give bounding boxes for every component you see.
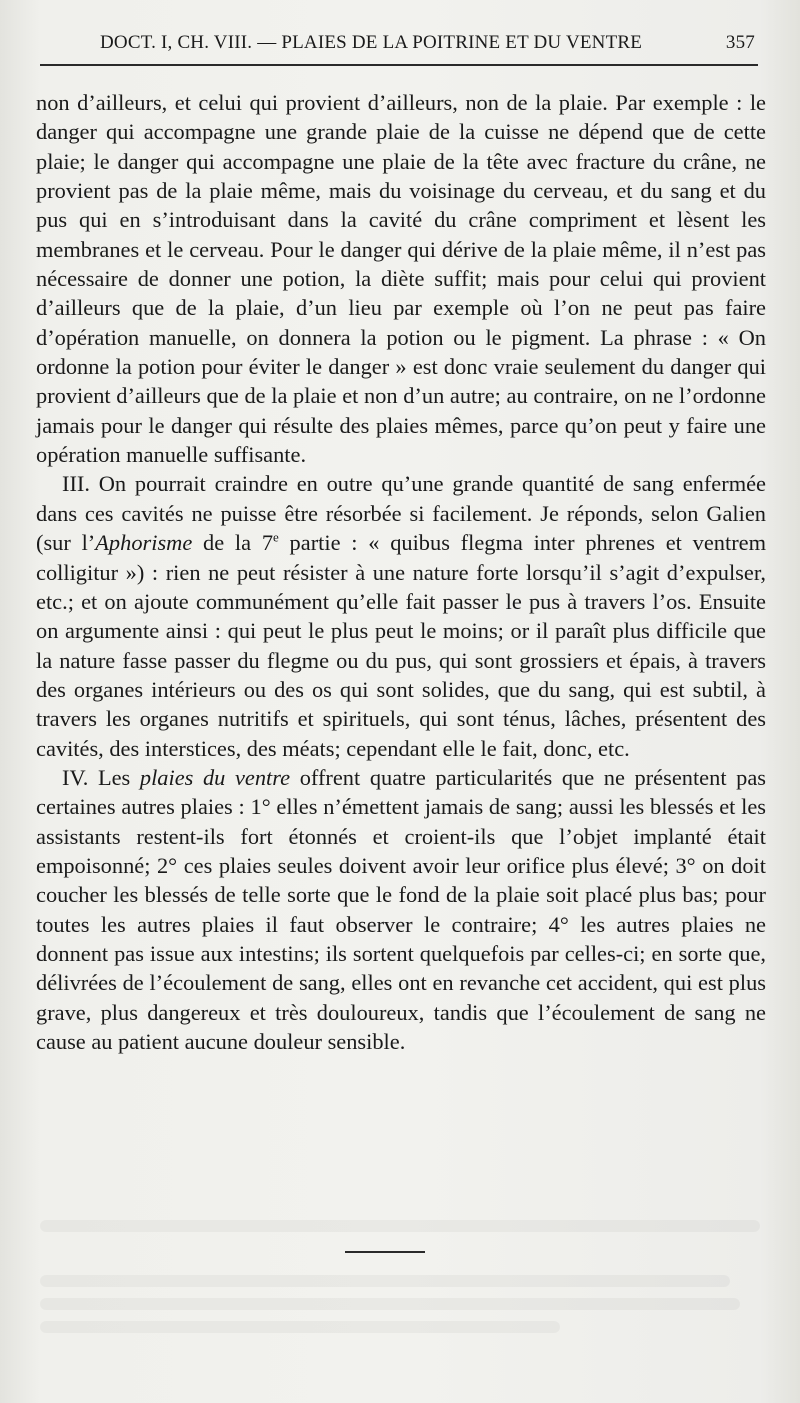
- superscript-e: e: [273, 529, 279, 545]
- paragraph-iii-rest: partie : « quibus flegma inter phrenes et ventrem colligitur ») : rien ne peut résister à une nature forte lorsqu’il s’agit d’expulser, etc.; et on ajoute communément qu’elle fait passer le pus à travers l’os. Ensuite on argumente ainsi : qui peut le plus peut le moins; or il paraît plus difficile que la nature fasse passer du flegme ou du pus, qui sont grossiers et épais, à travers des organes intérieurs ou des os qui sont solides, que du sang, qui est subtil, à travers les organes nutritifs et spirituels, qui sont ténus, lâches, présentent des cavités, des interstices, des méats; cependant elle le fait, donc, etc.: [36, 530, 767, 761]
- paragraph-iv: [36, 763, 766, 1056]
- paragraph-iv-rest: offrent quatre particularités que ne présentent pas certaines autres plaies : 1° elles n’émettent jamais de sang; aussi les blessés et les assistants restent-ils fort étonnés et croient-ils que l’objet implanté était empoisonné; 2° ces plaies seules doivent avoir leur orifice plus élevé; 3° on doit coucher les blessés de telle sorte que le fond de la plaie soit placé plus bas; pour toutes les autres plaies il faut observer le contraire; 4° les autres plaies ne donnent pas issue aux intestins; ils sortent quelquefois par celles-ci; en sorte que, délivrées de l’écoulement de sang, elles ont en revanche cet accident, qui est plus grave, plus dangereux et très douloureux, tandis que l’écoulement de sang ne cause au patient aucune douleur sensible.: [36, 764, 766, 1054]
- paragraph-iii-lead: III. On pourrait craindre en outre qu’une grande quantité de sang enfermée dans ces cavités ne puisse être résorbée si facilement. Je réponds, selon Galien (sur l’: [36, 471, 766, 556]
- bleed-through-shadow: [40, 1220, 760, 1232]
- paragraph-iii-de: de la 7: [192, 530, 274, 556]
- bleed-through-shadow: [40, 1275, 730, 1287]
- running-head: [100, 28, 755, 60]
- paragraph-continuation: non d’ailleurs, et celui qui provient d’ailleurs, non de la plaie. Par exemple : le danger qui accompagne une grande plaie de la cuisse ne dépend que de cette plaie; le danger qui accompagne une plaie de la tête avec fracture du crâne, ne provient pas de la plaie même, mais du voisinage du cerveau, et du sang et du pus qui en s’introduisant dans la cavité du crâne compriment et lèsent les membranes et le cerveau. Pour le danger qui dérive de la plaie même, il n’est pas nécessaire de donner une potion, la diète suffit; mais pour celui qui provient d’ailleurs que de la plaie, d’un lieu par exemple où l’on ne peut pas faire d’opération manuelle, on donnera la potion ou le pigment. La phrase : « On ordonne la potion pour éviter le danger » est donc vraie seulement du danger qui provient d’ailleurs que de la plaie et non d’un autre; au contraire, on ne l’ordonne jamais pour le danger qui résulte des plaies mêmes, parce qu’on peut y faire une opération manuelle suffisante.: [36, 90, 766, 468]
- page-number: 357: [725, 32, 755, 53]
- paragraph-iii: [36, 469, 766, 762]
- body-text: [36, 88, 766, 1056]
- header-rule: [40, 64, 758, 66]
- running-title: DOCT. I, CH. VIII. — PLAIES DE LA POITRINE ET DU VENTRE: [100, 32, 643, 53]
- bleed-through-shadow: [40, 1321, 560, 1333]
- bleed-through-shadow: [40, 1298, 740, 1310]
- section-end-rule: [345, 1251, 425, 1253]
- paragraph-iv-lead: IV. Les: [62, 764, 140, 790]
- aphorisme-italic: Aphorisme: [95, 530, 193, 556]
- plaies-du-ventre-italic: plaies du ventre: [139, 764, 291, 790]
